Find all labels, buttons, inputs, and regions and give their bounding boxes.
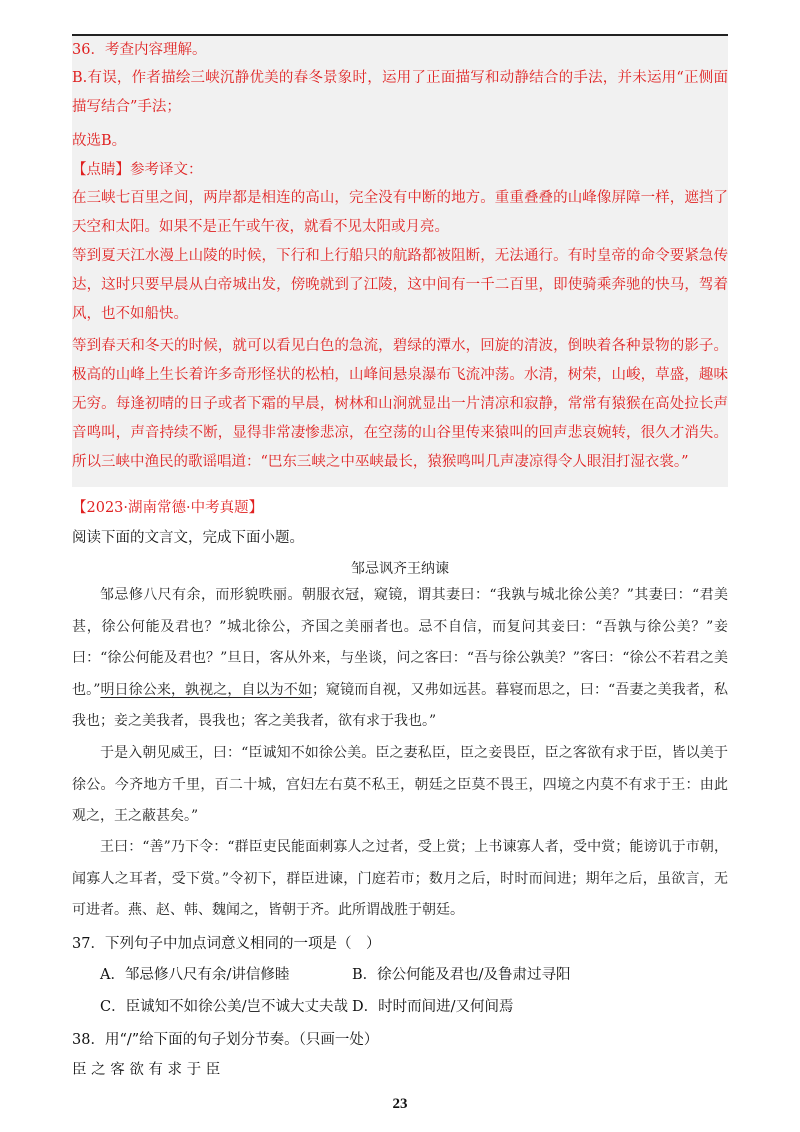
tip-heading: 【点睛】参考译文：	[72, 162, 203, 178]
passage-paragraph-2: 于是入朝见威王，曰：“臣诚知不如徐公美。臣之妻私臣，臣之妾畏臣，臣之客欲有求于臣，皆以美于徐公。今齐地方千里，百二十城，宫妇左右莫不私王，朝廷之臣莫不畏王，四境之内莫不有求于王：由此观之，王之蔽甚矣。”	[72, 745, 728, 824]
q37-option-b: B．徐公何能及君也/及鲁肃过寻阳	[352, 967, 571, 983]
source-tag: 【2023·湖南常德·中考真题】	[72, 500, 264, 516]
translation-paragraph-2: 等到夏天江水漫上山陵的时候，下行和上行船只的航路都被阻断，无法通行。有时皇帝的命令要紧急传达，这时只要早晨从白帝城出发，傍晚就到了江陵，这中间有一千二百里，即使骑乘奔驰的快马，驾着风，也不如船快。	[72, 248, 728, 322]
answer-section	[72, 36, 728, 487]
reading-instruction: 阅读下面的文言文，完成下面小题。	[72, 530, 304, 546]
q38-stem: 38．用“/”给下面的句子划分节奏。（只画一处）	[72, 1032, 379, 1048]
passage-title: 邹忌讽齐王纳谏	[351, 561, 449, 577]
translation-paragraph-1: 在三峡七百里之间，两岸都是相连的高山，完全没有中断的地方。重重叠叠的山峰像屏障一样，遮挡了天空和太阳。如果不是正午或午夜，就看不见太阳或月亮。	[72, 190, 728, 235]
q36-label: 36．考查内容理解。	[72, 42, 207, 58]
translation-paragraph-3: 等到春天和冬天的时候，就可以看见白色的急流，碧绿的潭水，回旋的清波，倒映着各种景物的影子。极高的山峰上生长着许多奇形怪状的松柏，山峰间悬泉瀑布飞流冲荡。水清，树荣，山峻，草盛，趣味无穷。每逢初晴的日子或者下霜的早晨，树林和山涧就显出一片清凉和寂静，常常有猿猴在高处拉长声音鸣叫，声音持续不断，显得非常凄惨悲凉，在空荡的山谷里传来猿叫的回声悲哀婉转，很久才消失。所以三峡中渔民的歌谣唱道：“巴东三峡之中巫峡最长，猿猴鸣叫几声凄凉得令人眼泪打湿衣裳。”	[72, 338, 728, 470]
q37-option-d: D．时时而间进/又何间焉	[352, 999, 514, 1015]
q38-sentence: 臣 之 客 欲 有 求 于 臣	[72, 1062, 221, 1078]
passage-paragraph-1	[72, 580, 728, 738]
q37-stem: 37．下列句子中加点词意义相同的一项是（ ）	[72, 936, 381, 952]
passage-p1-text-a: 邹忌修八尺有余，而形貌昳丽。朝服衣冠，窥镜，谓其妻曰：“我孰与城北徐公美？”其妻曰：“君美甚，徐公何能及君也？”城北徐公，齐国之美丽者也。忌不自信，而复问其妾曰：“吾孰与徐公美？”妾曰：“徐公何能及君也？”旦日，客从外来，与坐谈，问之客曰：“吾与徐公孰美？”客曰：“徐公不若君之美也。”	[72, 587, 728, 698]
q36-explanation: B.有误，作者描绘三峡沉静优美的春冬景象时，运用了正面描写和动静结合的手法，并未运用“正侧面描写结合”手法；	[72, 70, 728, 115]
passage-paragraph-3: 王曰：“善”乃下令：“群臣吏民能面刺寡人之过者，受上赏；上书谏寡人者，受中赏；能谤讥于市朝，闻寡人之耳者，受下赏。”令初下，群臣进谏，门庭若市；数月之后，时时而间进；期年之后，虽欲言，无可进者。燕、赵、韩、魏闻之，皆朝于齐。此所谓战胜于朝廷。	[72, 839, 728, 918]
q36-conclusion: 故选B。	[72, 133, 127, 149]
q37-option-a: A．邹忌修八尺有余/讲信修睦	[100, 967, 290, 983]
passage-p1-text-b: ；窥镜而自视，又弗如远甚。暮寝而思之，曰：“吾妻之美我者，私我也；妾之美我者，畏我也；客之美我者，欲有求于我也。”	[72, 681, 728, 729]
q37-option-c: C．臣诚知不如徐公美/岂不诚大丈夫哉	[100, 999, 348, 1015]
page-number: 23	[392, 1096, 408, 1112]
underlined-sentence: 明日徐公来，孰视之，自以为不如	[100, 681, 312, 698]
